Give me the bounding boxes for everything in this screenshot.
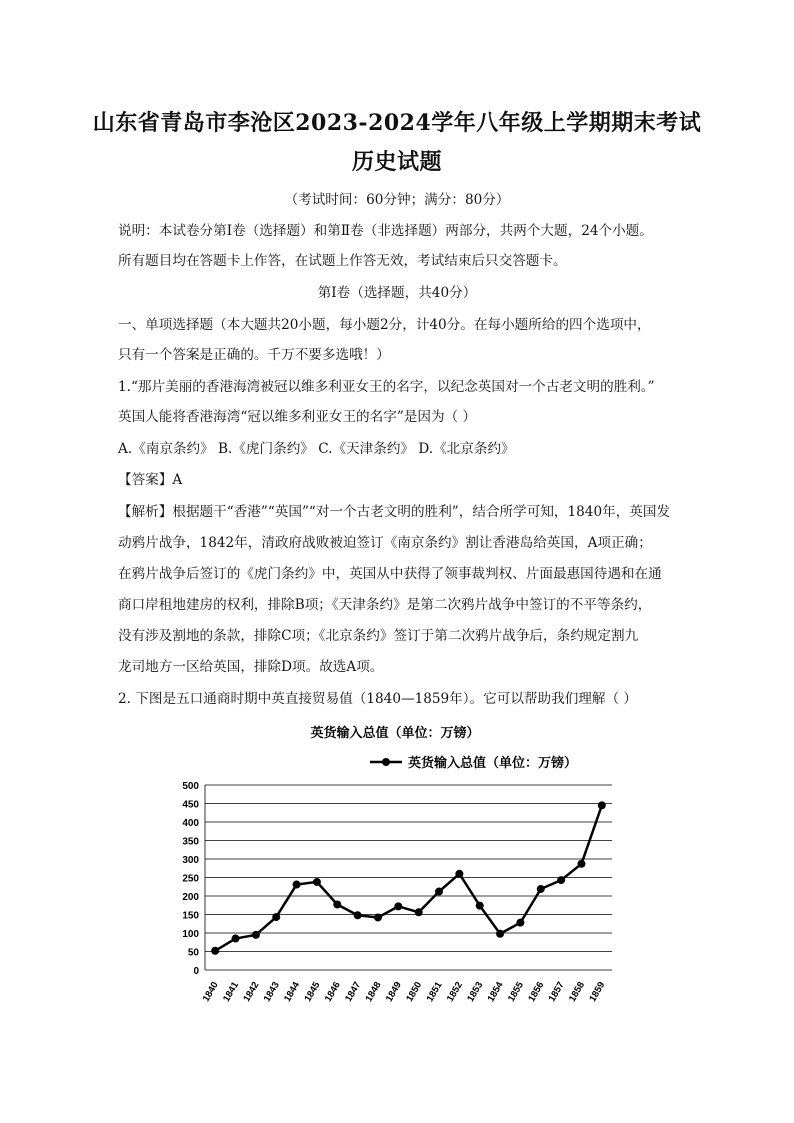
x-axis: [201, 979, 608, 1003]
analysis-line: 在鸦片战争后签订的《虎门条约》中，英国从中获得了领事裁判权、片面最惠国待遇和在通: [118, 566, 662, 582]
question-1-answer: 【答案】A: [118, 472, 183, 488]
analysis-line: 龙司地方一区给英国，排除D项。故选A项。: [118, 659, 384, 675]
instruction-line: 说明：本试卷分第Ⅰ卷（选择题）和第Ⅱ卷（非选择题）两部分，共两个大题，24个小题。: [118, 223, 653, 239]
x-tick-label: 1856: [526, 980, 547, 1004]
data-point: [333, 901, 341, 909]
x-tick-label: 1858: [566, 980, 588, 1004]
question-2-stem: 2. 下图是五口通商时期中英直接贸易值（1840—1859年）。它可以帮助我们理解（ ）: [118, 691, 637, 707]
x-tick-label: 1843: [261, 980, 282, 1004]
legend-label: 英货输入总值（单位：万镑）: [408, 755, 578, 770]
data-point: [455, 870, 463, 878]
data-point: [293, 881, 301, 889]
x-tick-label: 1855: [505, 980, 527, 1004]
x-tick-label: 1850: [404, 980, 425, 1004]
data-point: [211, 947, 219, 955]
exam-info: （考试时间：60分钟；满分：80分）: [284, 192, 510, 208]
question-1-stem: 英国人能将香港海湾“冠以维多利亚女王的名字”是因为（ ）: [118, 409, 477, 425]
x-tick-label: 1848: [363, 980, 384, 1004]
data-point: [516, 919, 524, 927]
x-tick-label: 1853: [465, 980, 486, 1004]
question-1-options: A.《南京条约》 B.《虎门条约》 C.《天津条约》 D.《北京条约》: [118, 441, 515, 457]
analysis-line: 没有涉及割地的条款，排除C项；《北京条约》签订于第二次鸦片战争后，条约规定割九: [118, 628, 639, 644]
y-tick-label: 350: [182, 836, 199, 848]
data-point: [272, 913, 280, 921]
y-tick-label: 250: [182, 873, 199, 885]
y-tick-label: 200: [182, 892, 199, 903]
x-tick-label: 1840: [200, 980, 221, 1004]
data-point: [394, 902, 402, 910]
trade-line-chart: [160, 715, 630, 1015]
document-title: 山东省青岛市李沧区2023-2024学年八年级上学期期末考试: [92, 110, 702, 136]
chart-legend: [370, 755, 577, 770]
y-tick-label: 450: [182, 799, 199, 811]
data-point: [577, 860, 585, 868]
data-point: [313, 878, 321, 886]
x-tick-label: 1847: [343, 980, 364, 1004]
section-title: 第Ⅰ卷（选择题，共40分）: [317, 285, 477, 301]
data-point: [252, 931, 260, 939]
data-point: [496, 930, 504, 938]
x-tick-label: 1845: [302, 980, 323, 1004]
y-tick-label: 50: [187, 947, 199, 959]
x-tick-label: 1846: [322, 980, 343, 1004]
chart-grid: [205, 785, 612, 970]
series-path: [215, 805, 602, 950]
document-subtitle: 历史试题: [351, 149, 442, 175]
data-point: [476, 902, 484, 910]
x-tick-label: 1841: [221, 980, 242, 1004]
data-point: [557, 876, 565, 884]
data-point: [415, 908, 423, 916]
y-tick-label: 0: [193, 966, 199, 977]
question-1-stem: 1.“那片美丽的香港海湾被冠以维多利亚女王的名字，以纪念英国对一个古老文明的胜利。”: [118, 379, 655, 395]
y-tick-label: 400: [182, 818, 199, 829]
chart-title: 英货输入总值（单位：万镑）: [310, 725, 480, 740]
analysis-line: 商口岸租地建房的权利，排除B项；《天津条约》是第二次鸦片战争中签订的不平等条约，: [118, 597, 652, 613]
analysis-line: 【解析】根据题干“香港”“英国”“对一个古老文明的胜利”，结合所学可知，1840年，英国发: [118, 504, 671, 520]
data-point: [354, 911, 362, 919]
x-tick-label: 1849: [383, 980, 404, 1004]
data-point: [598, 801, 606, 809]
y-axis: [182, 781, 205, 977]
x-tick-label: 1857: [546, 980, 567, 1004]
y-tick-label: 150: [182, 910, 199, 922]
part-intro-line: 只有一个答案是正确的。千万不要多选哦！）: [118, 347, 390, 363]
data-point: [537, 885, 545, 893]
instruction-line: 所有题目均在答题卡上作答，在试题上作答无效，考试结束后只交答题卡。: [118, 253, 567, 269]
x-tick-label: 1842: [241, 980, 262, 1004]
part-intro-line: 一、单项选择题（本大题共20小题，每小题2分，计40分。在每小题所给的四个选项中，: [118, 317, 651, 333]
y-tick-label: 500: [182, 781, 199, 792]
y-tick-label: 300: [182, 855, 199, 866]
data-point: [232, 935, 240, 943]
analysis-line: 动鸦片战争，1842年，清政府战败被迫签订《南京条约》割让香港岛给英国，A项正确；: [118, 535, 652, 551]
x-tick-label: 1859: [587, 980, 608, 1004]
data-point: [435, 888, 443, 896]
x-tick-label: 1844: [282, 980, 303, 1004]
data-point: [374, 913, 382, 921]
x-tick-label: 1852: [444, 980, 465, 1004]
legend-marker-icon: [382, 758, 390, 766]
x-tick-label: 1854: [485, 980, 506, 1004]
y-tick-label: 100: [182, 929, 199, 940]
series-line: [211, 801, 606, 954]
x-tick-label: 1851: [424, 980, 445, 1004]
